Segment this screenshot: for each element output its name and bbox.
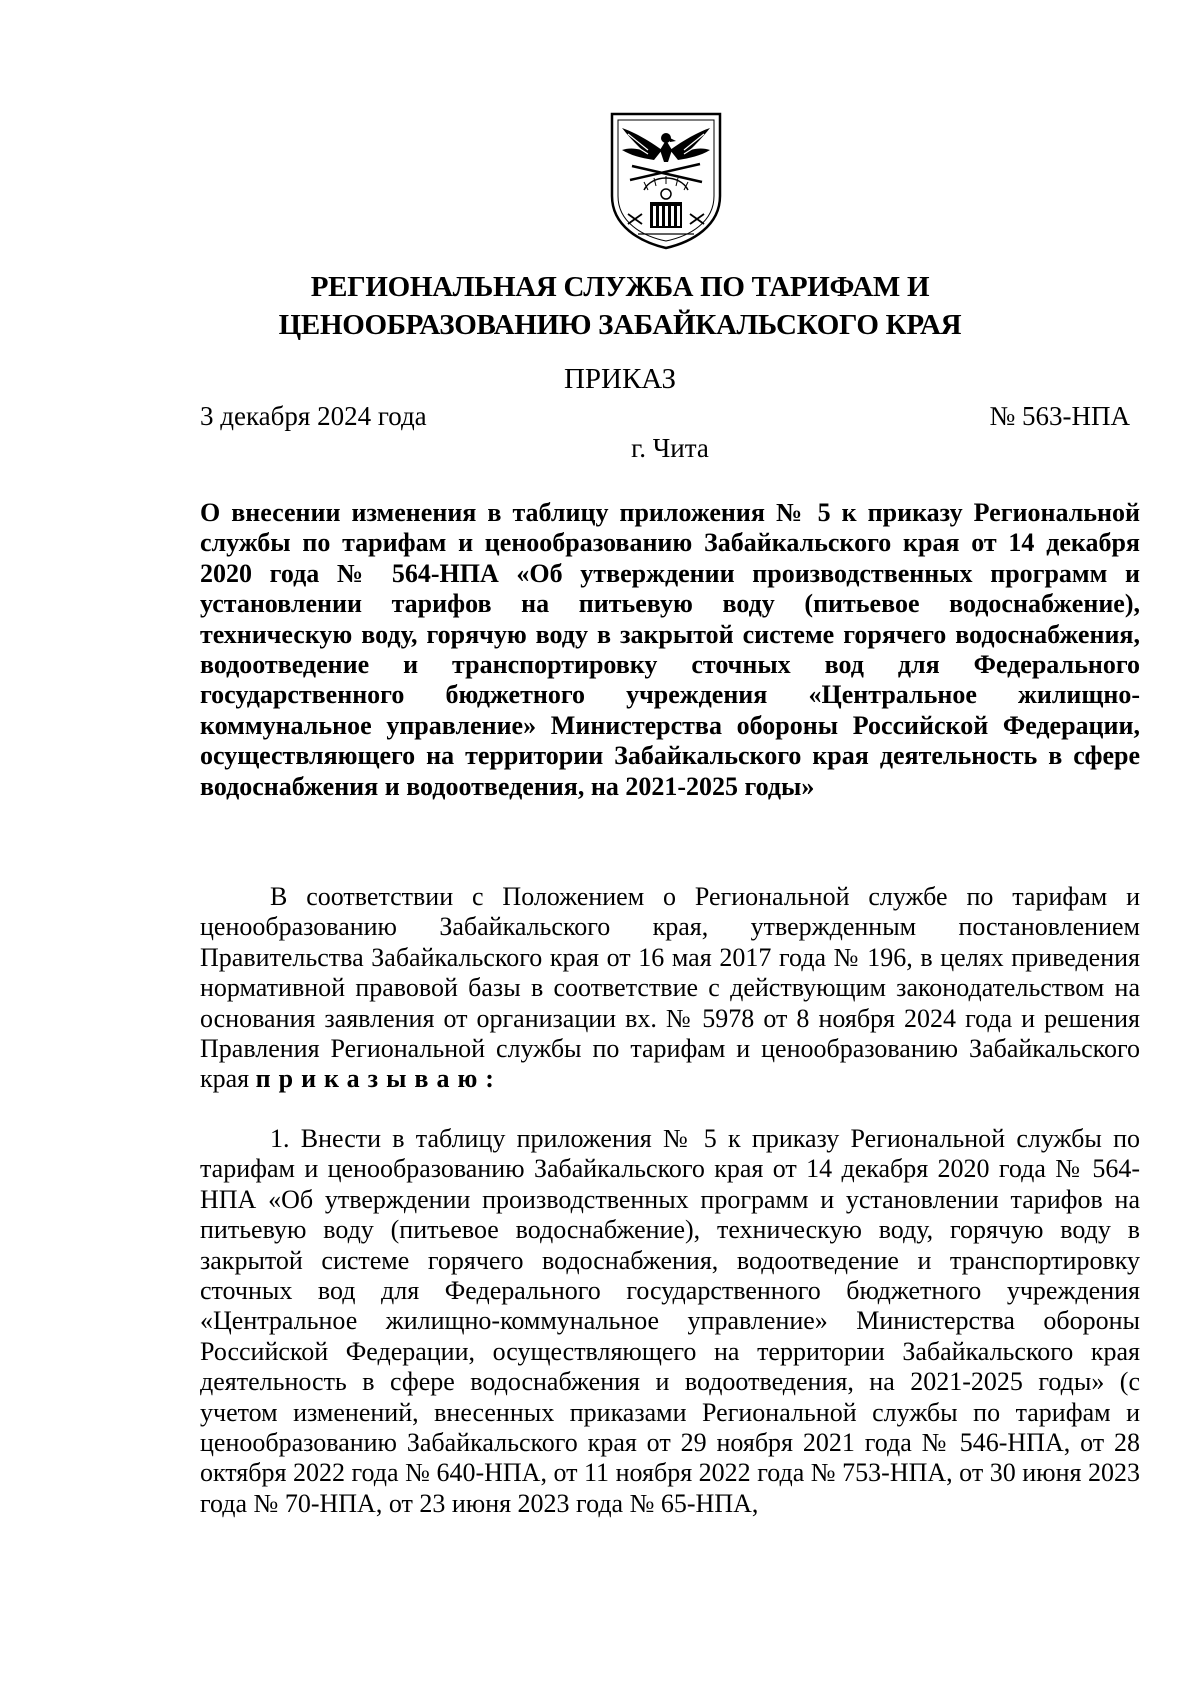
document-date: 3 декабря 2024 года: [200, 401, 427, 431]
preamble-text: В соответствии с Положением о Региональной службе по тарифам и ценообразованию Забайкальского края, утвержденным постановлением Правительства Забайкальского края от 16 мая 2017 года № 196, в целях приведения нормативной правовой базы в соответствие с действующим законодательством на основания заявления от организации вх. № 5978 от 8 ноября 2024 года и решения Правления Региональной службы по тарифам и ценообразованию Забайкальского края: [200, 882, 1140, 1094]
document-subject: О внесении изменения в таблицу приложения № 5 к приказу Региональной службы по тарифам и ценообразованию Забайкальского края от 14 декабря 2020 года № 564-НПА «Об утверждении производственных программ и установлении тарифов на питьевую воду (питьевое водоснабжение), техническую воду, горячую воду в закрытой системе горячего водоснабжения, водоотведение и транспортировку сточных вод для Федерального государственного бюджетного учреждения «Центральное жилищно-коммунальное управление» Министерства обороны Российской Федерации, осуществляющего на территории Забайкальского края деятельность в сфере водоснабжения и водоотведения, на 2021-2025 годы»: [200, 498, 1140, 801]
organization-name: [240, 268, 1000, 344]
document-type: ПРИКАЗ: [563, 363, 677, 395]
coat-of-arms-icon: [608, 110, 724, 250]
order-word: приказываю:: [255, 1064, 502, 1094]
organization-name-line-2: ЦЕНООБРАЗОВАНИЮ ЗАБАЙКАЛЬСКОГО КРАЯ: [278, 309, 962, 341]
preamble-paragraph: [200, 882, 1140, 1095]
document-number: № 563-НПА: [989, 401, 1130, 431]
order-item-1: 1. Внести в таблицу приложения № 5 к приказу Региональной службы по тарифам и ценообразованию Забайкальского края от 14 декабря 2020 года № 564-НПА «Об утверждении производственных программ и установлении тарифов на питьевую воду (питьевое водоснабжение), техническую воду, горячую воду в закрытой системе горячего водоснабжения, водоотведение и транспортировку сточных вод для Федерального государственного бюджетного учреждения «Центральное жилищно-коммунальное управление» Министерства обороны Российской Федерации, осуществляющего на территории Забайкальского края деятельность в сфере водоснабжения и водоотведения, на 2021-2025 годы» (с учетом изменений, внесенных приказами Региональной службы по тарифам и ценообразованию Забайкальского края от 29 ноября 2021 года № 546-НПА, от 28 октября 2022 года № 640-НПА, от 11 ноября 2022 года № 753-НПА, от 30 июня 2023 года № 70-НПА, от 23 июня 2023 года № 65-НПА,: [200, 1124, 1140, 1518]
organization-name-line-1: РЕГИОНАЛЬНАЯ СЛУЖБА ПО ТАРИФАМ И: [310, 271, 930, 303]
document-city: г. Чита: [631, 433, 709, 463]
